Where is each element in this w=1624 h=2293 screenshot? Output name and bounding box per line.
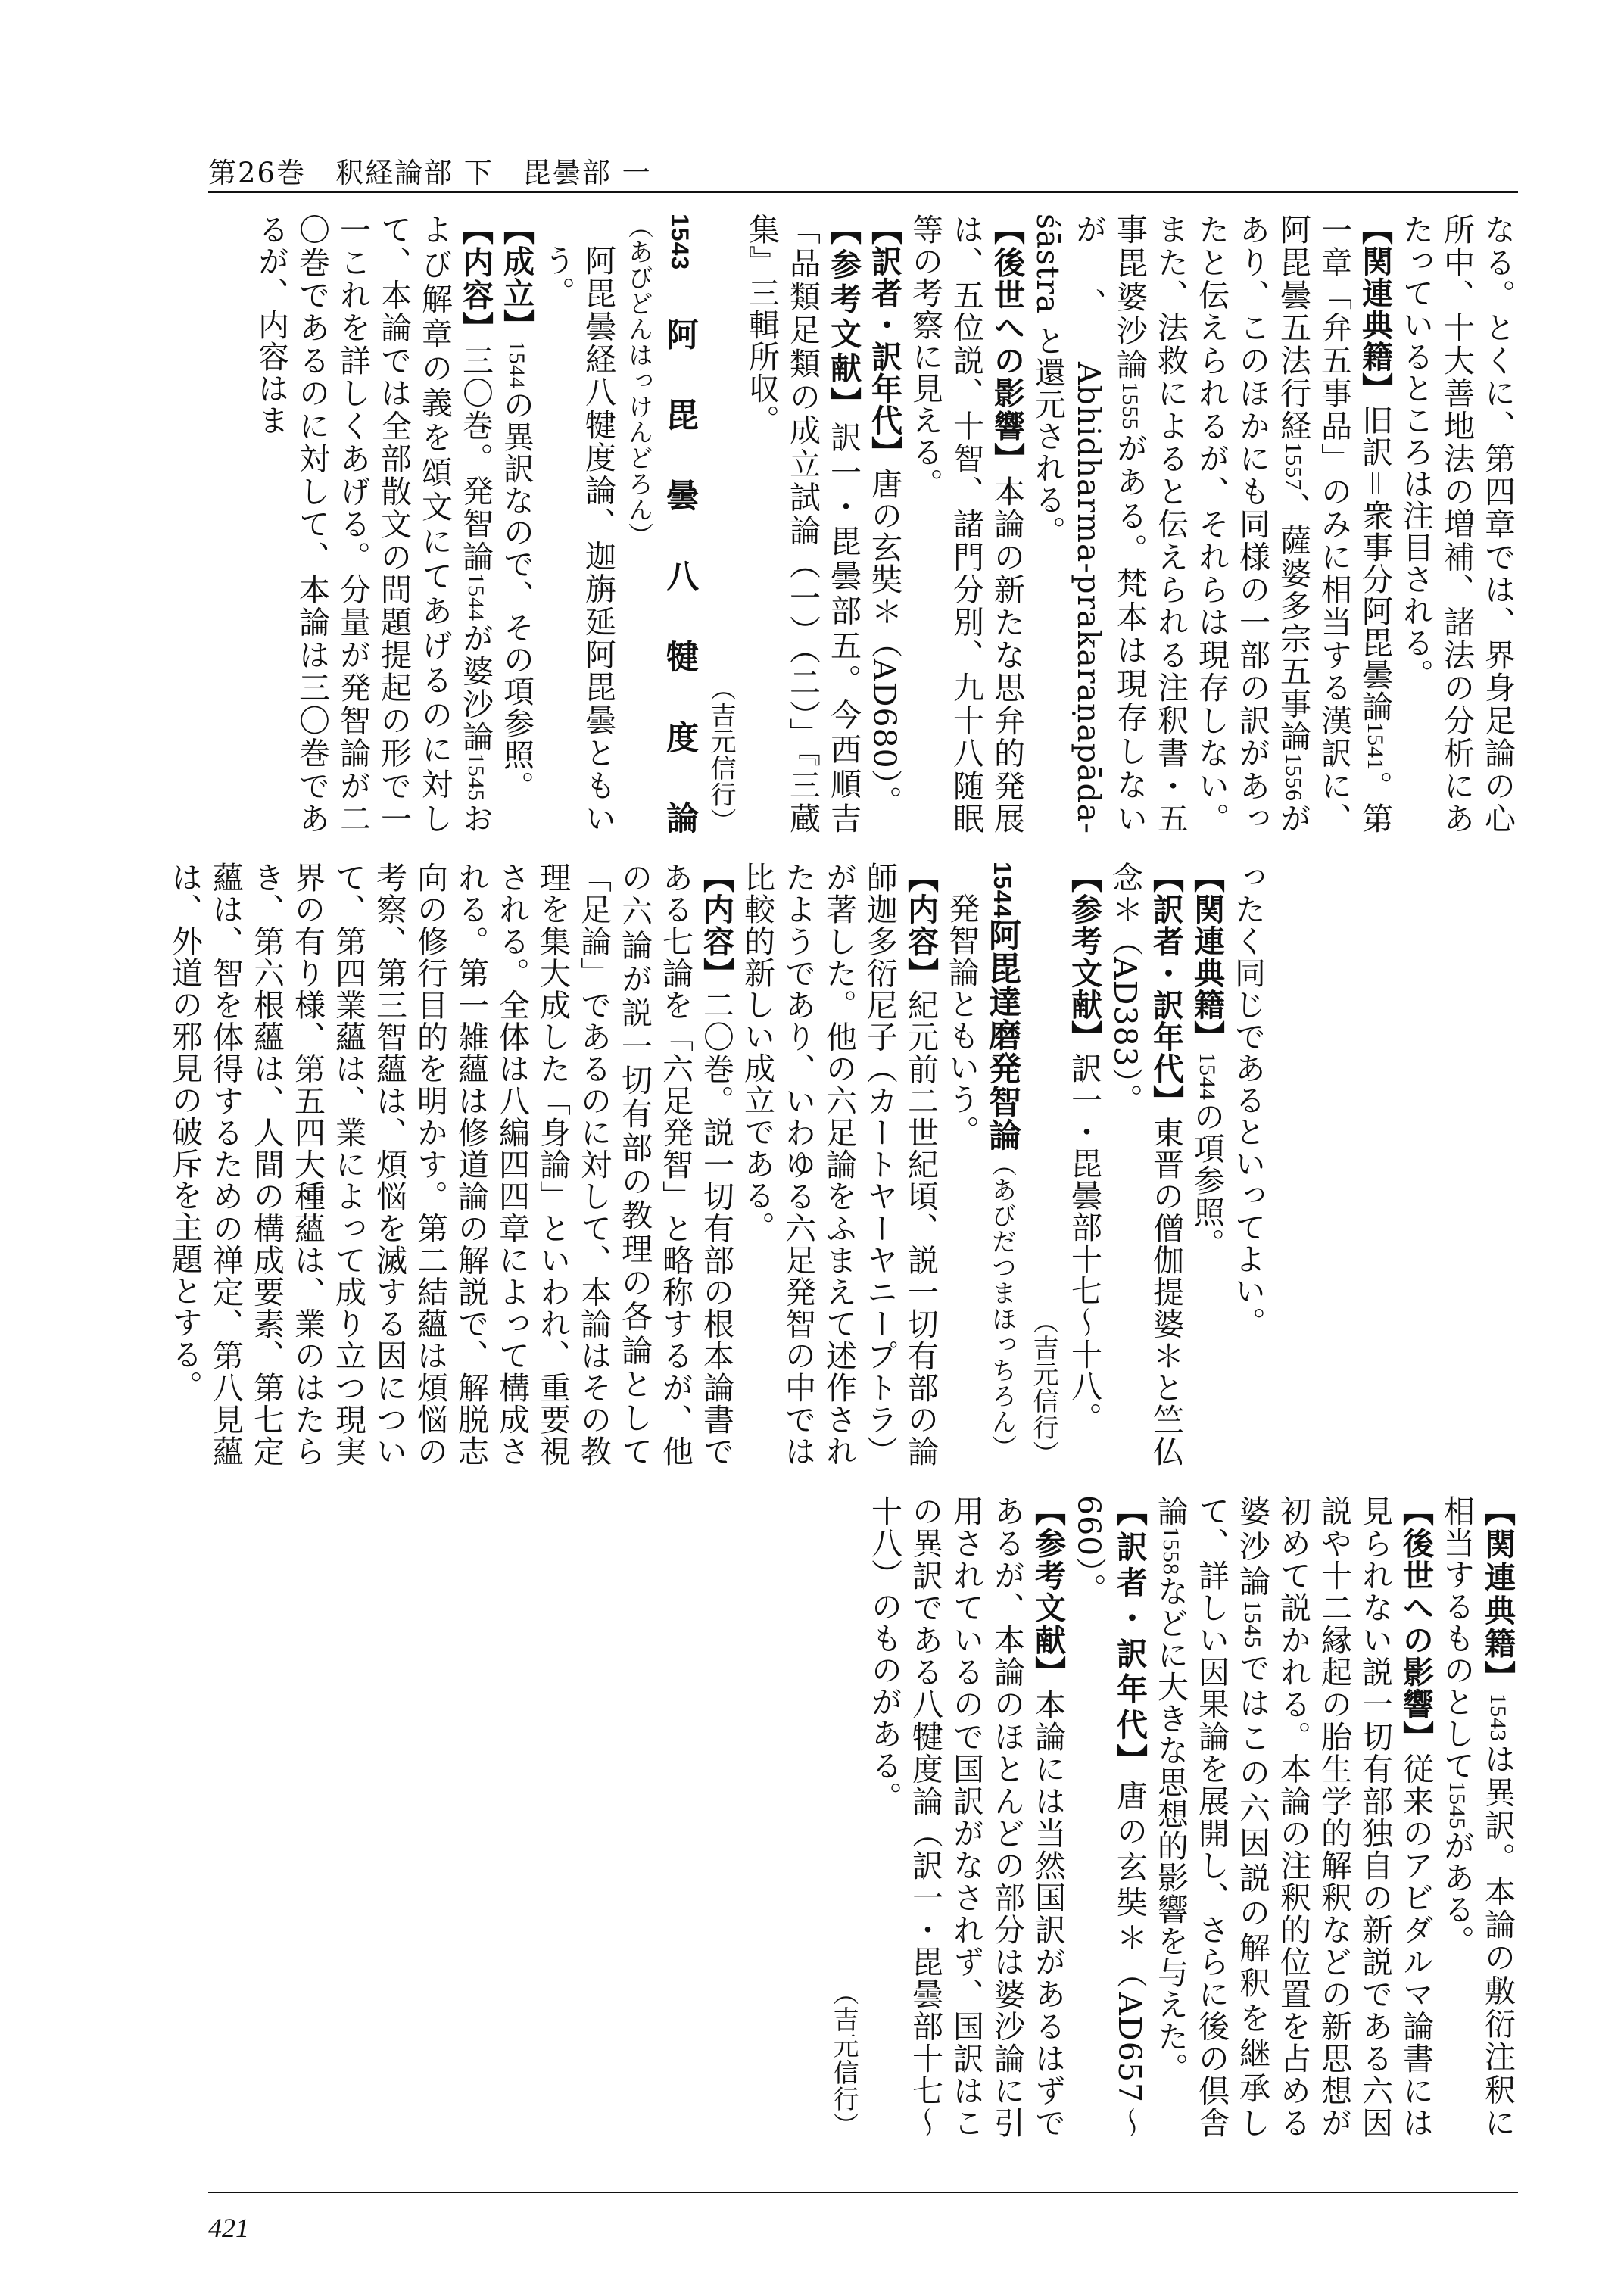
- cross-ref-number: 1557: [1281, 442, 1306, 491]
- entry-title: 阿毘達磨発智論: [983, 918, 1021, 1152]
- author-signature: （吉元信行）: [706, 675, 736, 834]
- references-paragraph: 【参考文献】訳一・毘曇部五。今西順吉「品類足類の成立試論（一）（二）」『三蔵集』三輯所収。: [743, 213, 862, 835]
- entry-reading: （あびどんはっけんどろん）: [625, 213, 654, 548]
- cross-ref-number: 1545: [1240, 1600, 1265, 1649]
- section-label: 【内容】: [698, 861, 734, 989]
- content-paragraph: 【内容】紀元前二世紀頃、説一切有部の論師迦多衍尼子（カートヤーヤニープトラ）が著した。他の六足論をふまえて述作されたようであり、いわゆる六足発智の中では比較的新しい成立である。: [739, 861, 939, 1468]
- entry-title: 阿毘曇八犍度論: [661, 270, 699, 834]
- influence-paragraph: 【後世への影響】従来のアビダルマ論書には見られない説一切有部独自の新説である六因説や十二縁起の胎生学的解釈などの新思想が初めて説かれる。本論の注釈的位置を占める婆沙論1545ではこの六因説の解釈を継承して、詳しい因果論を展開し、さらに後の倶舎論1558などに大きな思想的影響を与えた。: [1152, 1495, 1434, 2139]
- influence-paragraph: 【後世への影響】本論の新たな思弁的発展は、五位説、十智、諸門分別、九十八随眠等の考察に見える。: [907, 213, 1025, 835]
- section-label: 【成立】: [498, 213, 535, 341]
- content-paragraph: 【内容】二〇巻。説一切有部の根本論書である七論を「六足発智」と略称するが、他の六論が説一切有部の教理の各論として「足論」であるのに対して、本論はその教理を集大成した「身論」といわれ、重要視される。全体は八編四四章によって構成される。第一雑蘊は修道論の解説で、解脱志向の修行目的を明かす。第二結蘊は煩悩の考察、第三智蘊は、煩悩を滅する因について、第四業蘊は、業によって成り立つ現実界の有り様、第五四大種蘊は、業のはたらき、第六根蘊は、人間の構成要素、第七定蘊は、智を体得するための禅定、第八見蘊は、外道の邪見の破斥を主題とする。: [167, 861, 734, 1468]
- header-rule: [208, 191, 1518, 193]
- section-label: 【後世への影響】: [1398, 1495, 1434, 1753]
- translator-paragraph: 【訳者・訳年代】唐の玄奘＊（AD680）。: [866, 213, 902, 818]
- entry-alias: 発智論ともいう。: [943, 893, 980, 1147]
- related-texts-paragraph: 【関連典籍】旧訳＝衆事分阿毘曇論1541。第一章「弁五事品」のみに相当する漢訳に、阿毘曇五法行経1557、薩婆多宗五事論1556があり、このほかにも同様の一部の訳があったと伝えられるが、それらは現存しない。また、法救によると伝えられる注釈書・五事毘婆沙論1555がある。梵本は現存しないが、Abhidharma-prakaraṇapāda-śāstra と還元される。: [1030, 213, 1393, 835]
- references-paragraph: 【参考文献】訳一・毘曇部十七～十八。: [1066, 861, 1102, 1434]
- cross-ref-number: 1544: [504, 341, 529, 389]
- paragraph: ったく同じであるといってよい。: [1230, 861, 1266, 1338]
- section-label: 【訳者・訳年代】: [866, 213, 902, 468]
- entry-alias: 阿毘曇経八犍度論、迦旃延阿毘曇ともいう。: [539, 245, 616, 834]
- entry-reading: （あびだつまほっちろん）: [988, 1151, 1018, 1461]
- section-label: 【内容】: [902, 861, 939, 989]
- entry-number: 1544: [989, 861, 1016, 919]
- author-signature: （吉元信行）: [828, 1980, 859, 2139]
- cross-ref-number: 1556: [1281, 752, 1306, 802]
- page-number: 421: [208, 2213, 249, 2243]
- section-label: 【内容】: [457, 213, 494, 344]
- section-label: 【関連典籍】: [1189, 861, 1225, 1052]
- tier-3-text: [734, 1495, 1518, 2139]
- tier-1-text: [208, 213, 1518, 834]
- cross-ref-number: 1543: [1485, 1693, 1510, 1742]
- cross-ref-number: 1545: [463, 752, 488, 802]
- cross-ref-number: 1558: [1158, 1527, 1183, 1575]
- section-label: 【参考文献】: [1030, 1495, 1066, 1689]
- related-texts-paragraph: 【関連典籍】1543は異訳。本論の敷衍注釈に相当するものとして1545がある。: [1439, 1495, 1516, 2139]
- section-label: 【参考文献】: [825, 213, 862, 422]
- section-label: 【後世への影響】: [989, 213, 1025, 475]
- formation-paragraph: 【成立】1544の異訳なので、その項参照。: [498, 213, 535, 802]
- section-label: 【訳者・訳年代】: [1111, 1495, 1148, 1780]
- section-label: 【関連典籍】: [1479, 1495, 1516, 1693]
- translator-paragraph: 【訳者・訳年代】唐の玄奘＊（AD657～660）。: [1071, 1495, 1148, 2139]
- cross-ref-number: 1545: [1445, 1781, 1470, 1830]
- translator-paragraph: 【訳者・訳年代】東晋の僧伽提婆＊と竺仏念＊（AD383）。: [1107, 861, 1184, 1468]
- references-paragraph: 【参考文献】本論には当然国訳があるはずであるが、本論のほとんどの部分は婆沙論に引用されているので国訳がなされず、国訳はこの異訳である八犍度論（訳一・毘曇部十七～十八）のものがある。: [866, 1495, 1066, 2139]
- cross-ref-number: 1544: [463, 572, 488, 622]
- cross-ref-number: 1544: [1195, 1052, 1220, 1101]
- entry-heading: [619, 213, 700, 834]
- running-header: 第26巻 釈経論部 下 毘曇部 一: [208, 157, 652, 189]
- cross-ref-number: 1541: [1363, 722, 1388, 771]
- section-label: 【参考文献】: [1066, 861, 1102, 1052]
- tier-2-text: [167, 861, 1268, 1468]
- paragraph: なる。とくに、第四章では、界身足論の心所中、十大善地法の増補、諸法の分析にあたっているところは注目される。: [1398, 213, 1516, 835]
- entry-number: 1543: [666, 213, 694, 271]
- footer-rule: [208, 2192, 1518, 2193]
- author-signature: （吉元信行）: [1028, 1308, 1058, 1467]
- entry-heading: [982, 861, 1023, 1467]
- cross-ref-number: 1555: [1117, 382, 1142, 431]
- content-paragraph: 【内容】三〇巻。発智論1544が婆沙論1545および解章の義を頌文にてあげるのに対して、本論では全部散文の問題提起の形で一一これを詳しくあげる。分量が発智論が二〇巻であるのに対して、本論は三〇巻であるが、内容はま: [253, 213, 494, 835]
- section-label: 【訳者・訳年代】: [1148, 861, 1184, 1117]
- related-texts-paragraph: 【関連典籍】1544の項参照。: [1189, 861, 1225, 1260]
- section-label: 【関連典籍】: [1357, 213, 1393, 404]
